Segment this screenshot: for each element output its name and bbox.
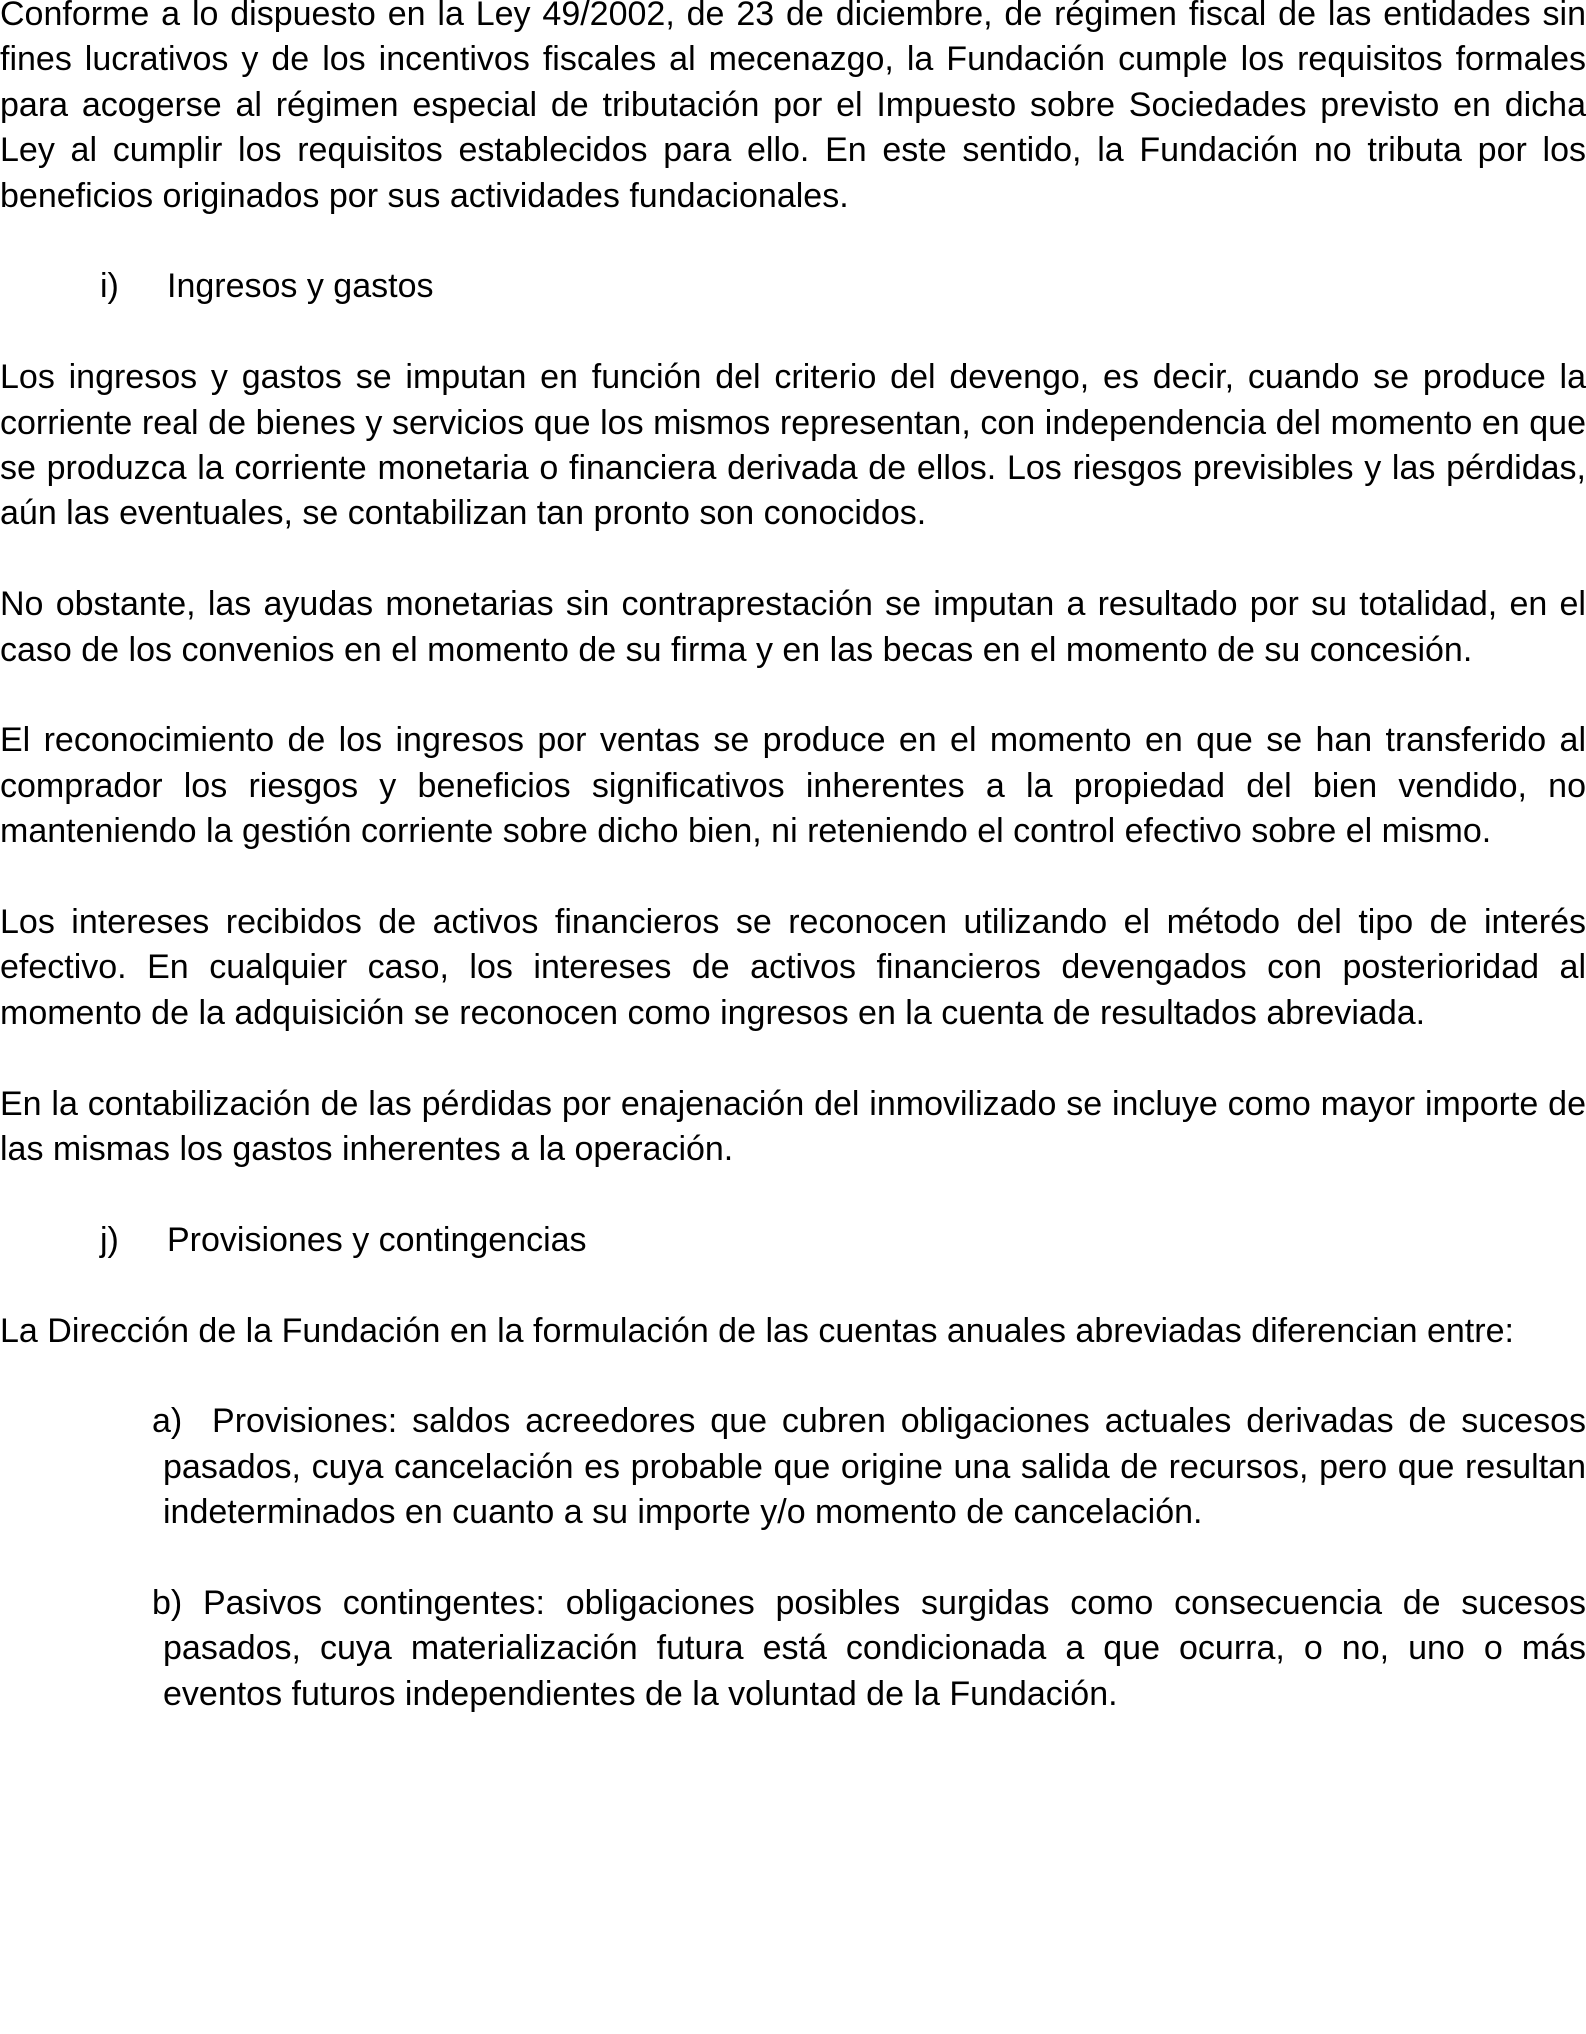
paragraph-regimen-fiscal: Conforme a lo dispuesto en la Ley 49/2002, de 23 de diciembre, de régimen fiscal de las entidades sin fines lucrativos y de los incentivos fiscales al mecenazgo, la Fundación cumple los requisitos formales para acogerse al régimen especial de tributación por el Impuesto sobre Sociedades previsto en dicha Ley al cumplir los requisitos establecidos para ello. En este sentido, la Fundación no tributa por los beneficios originados por sus actividades fundacionales. <box>0 0 1586 215</box>
section-heading-ingresos-gastos <box>0 264 1586 309</box>
list-marker: a) <box>152 1402 183 1441</box>
paragraph-ayudas-monetarias: No obstante, las ayudas monetarias sin contraprestación se imputan a resultado por su totalidad, en el caso de los convenios en el momento de su firma y en las becas en el momento de su concesión. <box>0 585 1586 669</box>
section-marker: j) <box>100 1220 119 1259</box>
paragraph-intereses: Los intereses recibidos de activos financieros se reconocen utilizando el método del tipo de interés efectivo. En cualquier caso, los intereses de activos financieros devengados con posterioridad al momento de la adquisición se reconocen como ingresos en la cuenta de resultados abreviada. <box>0 903 1586 1032</box>
list-item-provisiones <box>152 1399 1586 1535</box>
list-item-text: Provisiones: saldos acreedores que cubren obligaciones actuales derivadas de sucesos pasados, cuya cancelación es probable que origine una salida de recursos, pero que resultan indeterminados en cuanto a su importe y/o momento de cancelación. <box>163 1402 1586 1532</box>
paragraph-devengo: Los ingresos y gastos se imputan en función del criterio del devengo, es decir, cuando se produce la corriente real de bienes y servicios que los mismos representan, con independencia del momento en que se produzca la corriente monetaria o financiera derivada de ellos. Los riesgos previsibles y las pérdidas, aún las eventuales, se contabilizan tan pronto son conocidos. <box>0 358 1586 533</box>
paragraph-ingresos-ventas: El reconocimiento de los ingresos por ventas se produce en el momento en que se han transferido al comprador los riesgos y beneficios significativos inherentes a la propiedad del bien vendido, no manteniendo la gestión corriente sobre dicho bien, ni reteniendo el control efectivo sobre el mismo. <box>0 721 1586 851</box>
list-item-text: Pasivos contingentes: obligaciones posibles surgidas como consecuencia de sucesos pasados, cuya materialización futura está condicionada a que ocurra, o no, uno o más eventos futuros independientes de la voluntad de la Fundación. <box>163 1584 1586 1713</box>
section-title: Ingresos y gastos <box>167 267 434 306</box>
section-title: Provisiones y contingencias <box>167 1220 587 1259</box>
list-marker: b) <box>152 1584 183 1623</box>
list-item-pasivos-contingentes <box>152 1581 1586 1717</box>
paragraph-direccion: La Dirección de la Fundación en la formulación de las cuentas anuales abreviadas diferencian entre: <box>0 1311 1514 1350</box>
section-heading-provisiones <box>0 1218 1586 1263</box>
section-marker: i) <box>100 267 119 306</box>
paragraph-enajenacion: En la contabilización de las pérdidas por enajenación del inmovilizado se incluye como mayor importe de las mismas los gastos inherentes a la operación. <box>0 1084 1586 1169</box>
